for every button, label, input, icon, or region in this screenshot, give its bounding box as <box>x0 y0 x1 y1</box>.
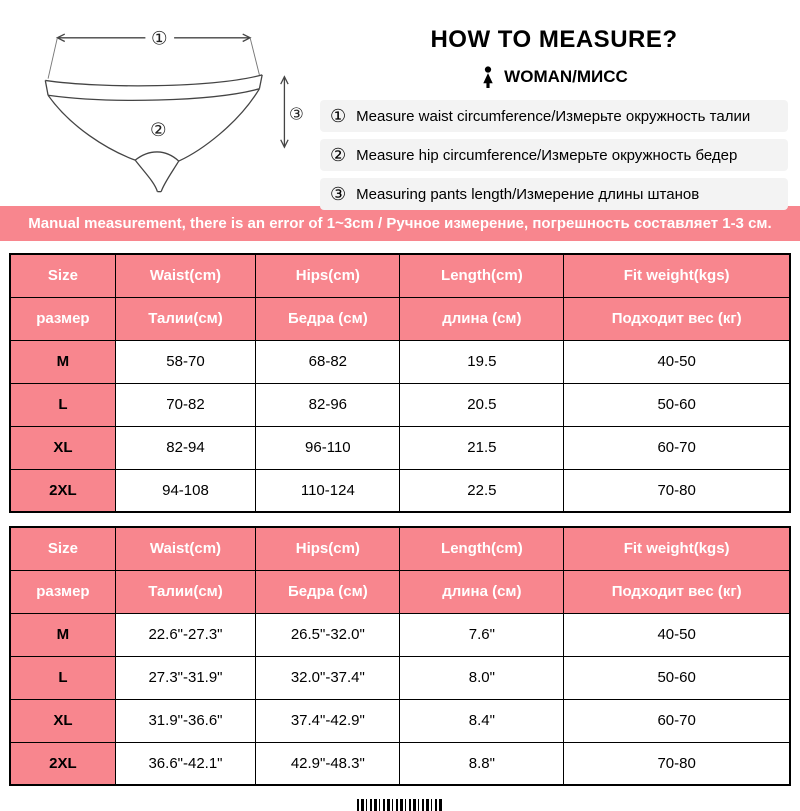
table-cell: 82-96 <box>256 383 400 426</box>
measure-instructions <box>318 10 792 204</box>
instruction-hip <box>320 139 788 171</box>
table-cell: 21.5 <box>400 426 564 469</box>
measurement-error-banner: Manual measurement, there is an error of 1~3cm / Ручное измерение, погрешность составляет 1-3 см. <box>0 206 800 241</box>
col-header: Size <box>10 254 115 297</box>
table-cell: 42.9"-48.3" <box>256 742 400 785</box>
table-cell: 50-60 <box>564 383 790 426</box>
table-cell: 40-50 <box>564 340 790 383</box>
diagram-label-1: ① <box>150 27 168 49</box>
col-header: Талии(см) <box>115 297 255 340</box>
table-cell: 68-82 <box>256 340 400 383</box>
gender-label: WOMAN/МИСС <box>504 67 628 86</box>
diagram-label-2: ② <box>150 119 167 141</box>
measure-header-section <box>0 0 800 204</box>
table-cell: 8.4" <box>400 699 564 742</box>
col-header: длина (см) <box>400 570 564 613</box>
table-cell: 27.3"-31.9" <box>115 656 255 699</box>
table-cell: 26.5"-32.0" <box>256 613 400 656</box>
table-row <box>10 742 790 785</box>
col-header: Waist(cm) <box>115 527 255 570</box>
table-row <box>10 426 790 469</box>
table-cell: 50-60 <box>564 656 790 699</box>
size-cell: L <box>10 383 115 426</box>
instruction-1-text: Measure waist circumference/Измерьте окружность талии <box>356 107 751 125</box>
header-row-ru <box>10 297 790 340</box>
table-cell: 60-70 <box>564 426 790 469</box>
header-row-en <box>10 254 790 297</box>
col-header: Hips(cm) <box>256 527 400 570</box>
table-row <box>10 469 790 512</box>
instruction-waist <box>320 100 788 132</box>
woman-icon <box>480 66 496 88</box>
table-cell: 37.4"-42.9" <box>256 699 400 742</box>
panty-sketch <box>8 10 318 200</box>
instruction-2-number: ② <box>330 145 347 165</box>
col-header: Length(cm) <box>400 527 564 570</box>
table-cell: 60-70 <box>564 699 790 742</box>
instruction-3-number: ③ <box>330 184 347 204</box>
size-cell: M <box>10 340 115 383</box>
table-cell: 22.5 <box>400 469 564 512</box>
col-header: Hips(cm) <box>256 254 400 297</box>
col-header: Подходит вес (кг) <box>564 297 790 340</box>
col-header: Fit weight(kgs) <box>564 254 790 297</box>
header-row-ru <box>10 570 790 613</box>
size-cell: XL <box>10 699 115 742</box>
instruction-3-text: Measuring pants length/Измерение длины штанов <box>356 185 700 203</box>
col-header: Length(cm) <box>400 254 564 297</box>
table-cell: 32.0"-37.4" <box>256 656 400 699</box>
size-cell: M <box>10 613 115 656</box>
table-row <box>10 613 790 656</box>
table-cell: 70-82 <box>115 383 255 426</box>
table-cell: 8.0" <box>400 656 564 699</box>
table-cell: 110-124 <box>256 469 400 512</box>
col-header: Size <box>10 527 115 570</box>
col-header: Бедра (см) <box>256 297 400 340</box>
table-cell: 22.6"-27.3" <box>115 613 255 656</box>
col-header: Fit weight(kgs) <box>564 527 790 570</box>
col-header: Подходит вес (кг) <box>564 570 790 613</box>
table-cell: 70-80 <box>564 742 790 785</box>
table-cell: 94-108 <box>115 469 255 512</box>
table-row <box>10 340 790 383</box>
panty-measurement-diagram <box>8 10 318 200</box>
table-cell: 96-110 <box>256 426 400 469</box>
gender-label-row <box>320 66 788 88</box>
table-cell: 40-50 <box>564 613 790 656</box>
size-cell: 2XL <box>10 469 115 512</box>
table-cell: 7.6" <box>400 613 564 656</box>
barcode <box>357 799 443 811</box>
col-header: Талии(см) <box>115 570 255 613</box>
table-row <box>10 656 790 699</box>
page-title: HOW TO MEASURE? <box>430 26 678 53</box>
table-cell: 36.6"-42.1" <box>115 742 255 785</box>
col-header: Бедра (см) <box>256 570 400 613</box>
size-cell: XL <box>10 426 115 469</box>
size-table-cm <box>9 253 791 513</box>
instruction-2-text: Measure hip circumference/Измерьте окружность бедер <box>356 146 738 164</box>
size-cell: L <box>10 656 115 699</box>
col-header: размер <box>10 297 115 340</box>
table-cell: 19.5 <box>400 340 564 383</box>
table-row <box>10 699 790 742</box>
table-cell: 8.8" <box>400 742 564 785</box>
instruction-1-number: ① <box>330 106 347 126</box>
header-row-en <box>10 527 790 570</box>
table-row <box>10 383 790 426</box>
table-cell: 31.9"-36.6" <box>115 699 255 742</box>
table-cell: 70-80 <box>564 469 790 512</box>
instruction-length <box>320 178 788 210</box>
col-header: размер <box>10 570 115 613</box>
table-cell: 58-70 <box>115 340 255 383</box>
table-cell: 20.5 <box>400 383 564 426</box>
diagram-label-3: ③ <box>288 104 304 124</box>
size-table-inch <box>9 526 791 786</box>
col-header: длина (см) <box>400 297 564 340</box>
col-header: Waist(cm) <box>115 254 255 297</box>
table-cell: 82-94 <box>115 426 255 469</box>
size-cell: 2XL <box>10 742 115 785</box>
